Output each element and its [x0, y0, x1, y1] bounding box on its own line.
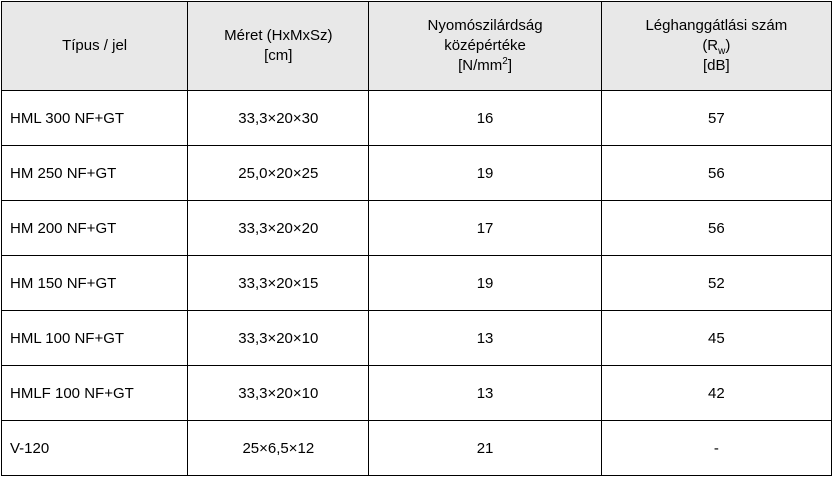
header-compressive-strength	[369, 2, 601, 91]
cell-size: 33,3×20×20	[188, 201, 369, 256]
header-strength-unit-exponent: 2	[502, 56, 508, 68]
cell-type: HM 200 NF+GT	[2, 201, 188, 256]
cell-size: 33,3×20×30	[188, 91, 369, 146]
header-size-line2: [cm]	[264, 47, 293, 64]
cell-sound: 45	[601, 311, 831, 366]
cell-strength: 13	[369, 311, 601, 366]
header-sound-insulation	[601, 2, 831, 91]
header-size-line1: Méret (HxMxSz)	[224, 26, 333, 44]
table-header-row	[2, 2, 832, 91]
specification-table	[1, 1, 832, 476]
header-sound-line3: [dB]	[703, 57, 730, 75]
table-row	[2, 201, 832, 256]
header-sound-line2	[610, 36, 823, 56]
table-row	[2, 311, 832, 366]
cell-strength: 13	[369, 366, 601, 421]
header-strength-line3	[377, 56, 592, 76]
header-sound-line1: Léghanggátlási szám	[645, 16, 788, 34]
header-strength-unit-prefix: [N/mm	[458, 57, 503, 75]
cell-strength: 19	[369, 146, 601, 201]
cell-size: 33,3×20×10	[188, 366, 369, 421]
table-row	[2, 256, 832, 311]
table-body	[2, 91, 832, 476]
header-sound-symbol-suffix: )	[725, 36, 731, 54]
cell-type: HM 150 NF+GT	[2, 256, 188, 311]
cell-strength: 21	[369, 421, 601, 476]
table-row	[2, 421, 832, 476]
cell-type: HML 100 NF+GT	[2, 311, 188, 366]
header-sound-symbol-subscript: w	[718, 45, 726, 57]
header-size	[188, 2, 369, 91]
cell-sound: 56	[601, 146, 831, 201]
cell-type: HM 250 NF+GT	[2, 146, 188, 201]
table-row	[2, 91, 832, 146]
header-strength-line2: középértéke	[444, 36, 526, 54]
cell-strength: 19	[369, 256, 601, 311]
header-strength-line1: Nyomószilárdság	[427, 16, 543, 34]
specification-table-container	[0, 1, 833, 484]
cell-size: 33,3×20×10	[188, 311, 369, 366]
cell-type: V-120	[2, 421, 188, 476]
cell-sound: 42	[601, 366, 831, 421]
cell-size: 25×6,5×12	[188, 421, 369, 476]
cell-sound: 52	[601, 256, 831, 311]
cell-size: 25,0×20×25	[188, 146, 369, 201]
header-type	[2, 2, 188, 91]
cell-type: HML 300 NF+GT	[2, 91, 188, 146]
cell-strength: 17	[369, 201, 601, 256]
cell-size: 33,3×20×15	[188, 256, 369, 311]
table-row	[2, 366, 832, 421]
cell-type: HMLF 100 NF+GT	[2, 366, 188, 421]
table-header	[2, 2, 832, 91]
header-sound-symbol-prefix: (R	[702, 36, 719, 54]
table-row	[2, 146, 832, 201]
header-type-label: Típus / jel	[62, 36, 128, 54]
cell-strength: 16	[369, 91, 601, 146]
cell-sound: -	[601, 421, 831, 476]
header-strength-unit-suffix: ]	[507, 57, 512, 75]
cell-sound: 56	[601, 201, 831, 256]
cell-sound: 57	[601, 91, 831, 146]
